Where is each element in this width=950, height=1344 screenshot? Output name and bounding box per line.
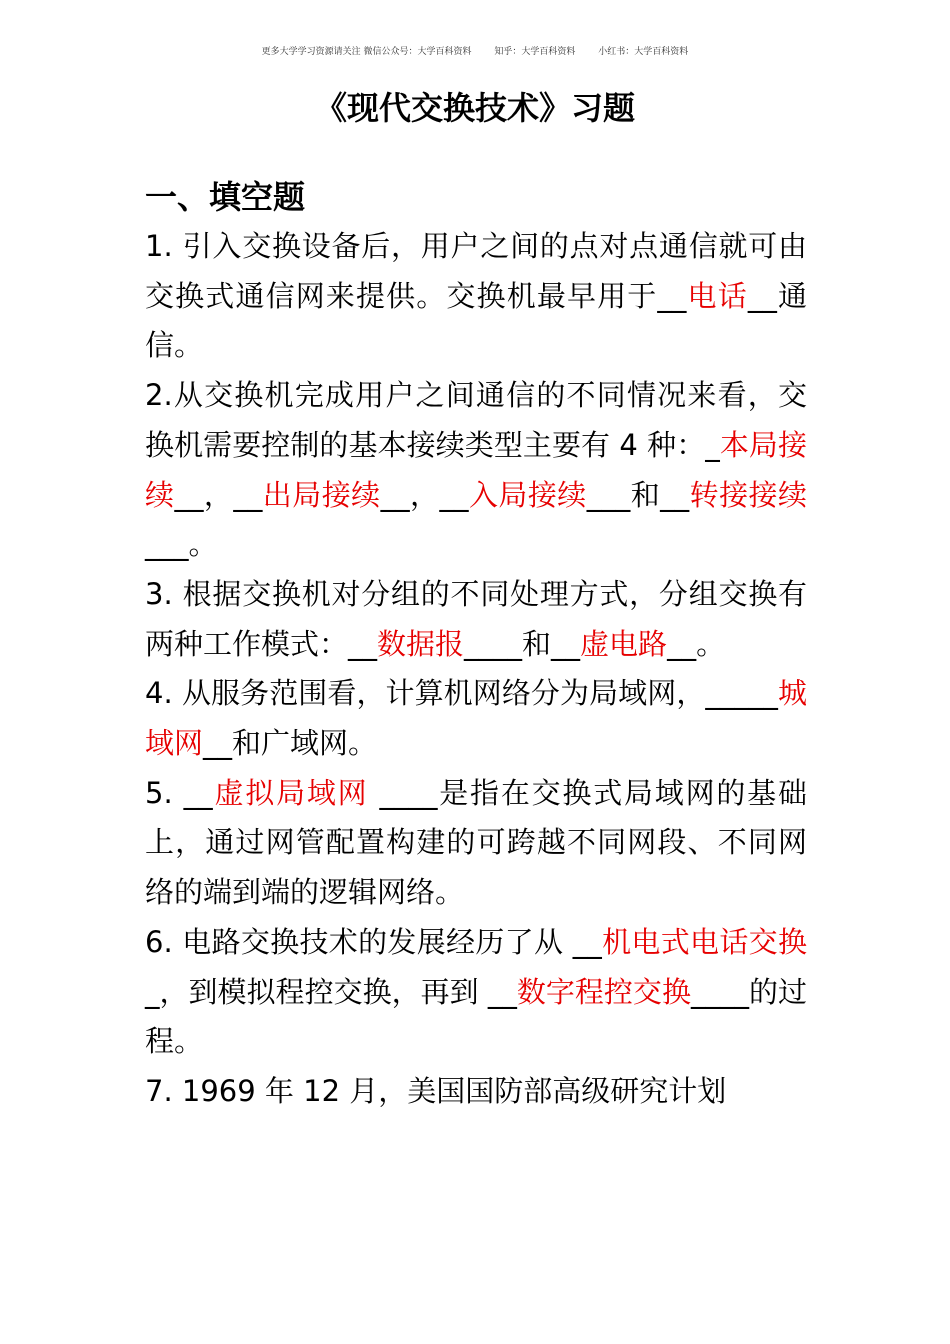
- question-item: [145, 1067, 807, 1117]
- page-header: 更多大学学习资源请关注 微信公众号：大学百科资料 知乎：大学百科资料 小红书：大学百科资料: [261, 47, 689, 57]
- answer-text: 虚电路: [580, 626, 668, 661]
- question-list: [145, 222, 807, 1117]
- question-text: __，__: [174, 477, 263, 512]
- question-text: ___和__: [586, 477, 690, 512]
- answer-text: 城域网: [145, 676, 807, 761]
- question-text: ____的过程。: [145, 974, 807, 1059]
- question-text: __通信。: [145, 278, 807, 363]
- question-text: _，到模拟程控交换，再到 __: [145, 974, 517, 1009]
- question-text: __，__: [380, 477, 469, 512]
- question-item: [145, 918, 807, 1067]
- question-text: 3. 根据交换机对分组的不同处理方式，分组交换有两种工作模式：__: [145, 576, 807, 661]
- answer-text: 数字程控交换: [516, 974, 691, 1009]
- answer-text: 转接接续: [689, 477, 807, 512]
- question-text: ____和__: [464, 626, 581, 661]
- question-item: [145, 371, 807, 570]
- answer-text: 数据报: [377, 626, 465, 661]
- question-text: __。: [667, 626, 726, 661]
- answer-text: 虚拟局域网: [212, 775, 369, 810]
- question-item: [145, 570, 807, 669]
- answer-text: 入局接续: [468, 477, 587, 512]
- question-text: __和广域网。: [203, 726, 378, 761]
- answer-text: 机电式电话交换: [601, 924, 807, 959]
- question-text: 5. __: [145, 775, 213, 810]
- question-text: 4. 从服务范围看，计算机网络分为局域网，_____: [145, 676, 778, 711]
- question-text: ___。: [145, 527, 218, 562]
- question-item: [145, 669, 807, 768]
- question-text: 7. 1969 年 12 月，美国国防部高级研究计划: [145, 1073, 727, 1108]
- document-body: [145, 172, 807, 1117]
- section-heading: 一、填空题: [145, 178, 306, 216]
- document-title: 《现代交换技术》习题: [314, 89, 635, 127]
- question-text: 1. 引入交换设备后，用户之间的点对点通信就可由交换式通信网来提供。交换机最早用于__: [145, 229, 807, 313]
- question-item: [145, 769, 807, 918]
- question-text: ____是指在交换式局域网的基础上，通过网管配置构建的可跨越不同网段、不同网络的端到端的逻辑网络。: [145, 775, 807, 910]
- answer-text: 出局接续: [262, 477, 381, 512]
- question-text: 2.从交换机完成用户之间通信的不同情况来看，交换机需要控制的基本接续类型主要有 4 种：_: [145, 378, 807, 462]
- answer-text: 本局接续: [145, 427, 807, 512]
- question-item: [145, 222, 807, 371]
- question-text: 6. 电路交换技术的发展经历了从 __: [145, 924, 602, 959]
- answer-text: 电话: [686, 278, 748, 313]
